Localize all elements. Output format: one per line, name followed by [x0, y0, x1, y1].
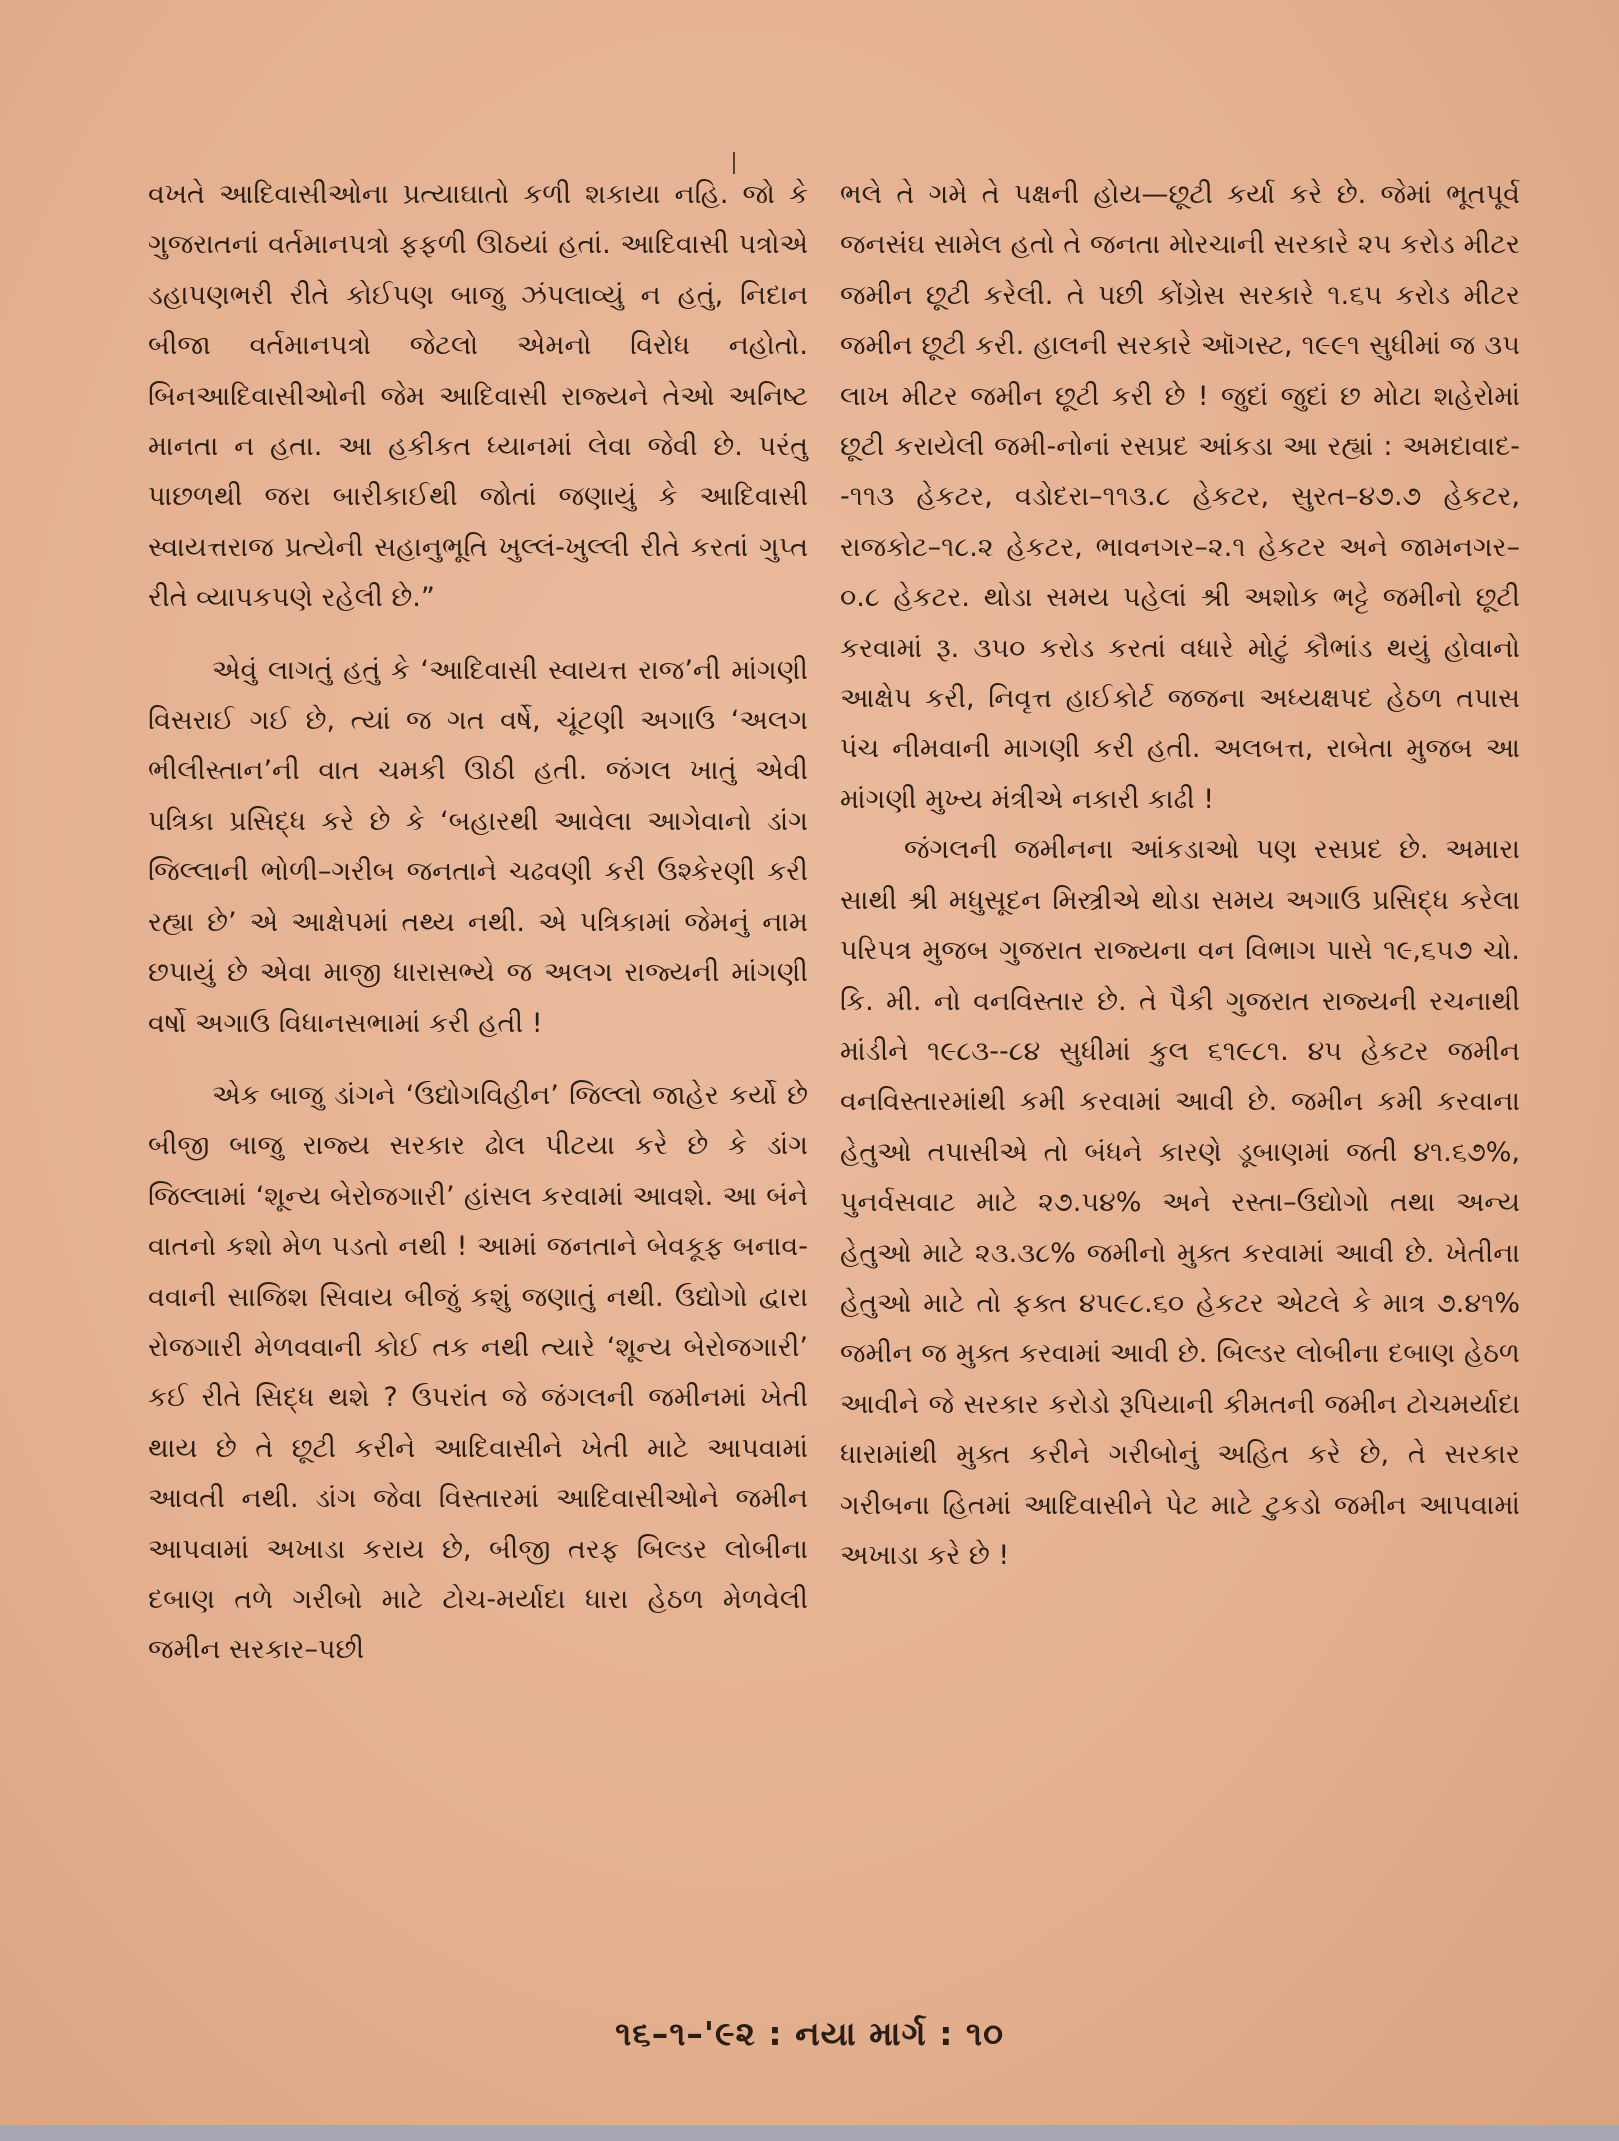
- paragraph: વખતે આદિવાસીઓના પ્રત્યાઘાતો કળી શકાયા નહિ. જો કે ગુજરાતનાં વર્તમાનપત્રો ફફળી ઊઠયાં હતાં. આદિવાસી પત્રોએ ડહાપણભરી રીતે કોઈપણ બાજુ ઝંપલાવ્યું ન હતું, નિદાન બીજા વર્તમાનપત્રો જેટલો એમનો વિરોધ નહોતો. બિનઆદિવાસીઓની જેમ આદિવાસી રાજ્યને તેઓ અનિષ્ટ માનતા ન હતા. આ હકીકત ધ્યાનમાં લેવા જેવી છે. પરંતુ પાછળથી જરા બારીકાઈથી જોતાં જણાયું કે આદિવાસી સ્વાયત્તરાજ પ્રત્યેની સહાનુભૂતિ ખુલ્લં-ખુલ્લી રીતે કરતાં ગુપ્ત રીતે વ્યાપકપણે રહેલી છે.”: [148, 179, 808, 614]
- paragraph: એક બાજુ ડાંગને ‘ઉદ્યોગવિહીન’ જિલ્લો જાહેર કર્યો છે બીજી બાજુ રાજ્ય સરકાર ઢોલ પીટયા કરે છે કે ડાંગ જિલ્લામાં ‘શૂન્ય બેરોજગારી’ હાંસલ કરવામાં આવશે. આ બંને વાતનો કશો મેળ પડતો નથી ! આમાં જનતાને બેવકૂફ બનાવ-વવાની સાજિશ સિવાય બીજું કશું જણાતું નથી. ઉદ્યોગો દ્વારા રોજગારી મેળવવાની કોઈ તક નથી ત્યારે ‘શૂન્ય બેરોજગારી’ કઈ રીતે સિદ્ધ થશે ? ઉપરાંત જે જંગલની જમીનમાં ખેતી થાય છે તે છૂટી કરીને આદિવાસીને ખેતી માટે આપવામાં આવતી નથી. ડાંગ જેવા વિસ્તારમાં આદિવાસીઓને જમીન આપવામાં અખાડા કરાય છે, બીજી તરફ બિલ્ડર લોબીના દબાણ તળે ગરીબો માટે ટોચ-મર્યાદા ધારા હેઠળ મેળવેલી જમીન સરકાર–પછી: [148, 1079, 808, 1666]
- paragraph: જંગલની જમીનના આંકડાઓ પણ રસપ્રદ છે. અમારા સાથી શ્રી મધુસૂદન મિસ્ત્રીએ થોડા સમય અગાઉ પ્રસિદ્ધ કરેલા પરિપત્ર મુજબ ગુજરાત રાજ્યના વન વિભાગ પાસે ૧૯,૬૫૭ ચો. કિ. મી. નો વનવિસ્તાર છે. તે પૈકી ગુજરાત રાજ્યની રચનાથી માંડીને ૧૯૮૩--૮૪ સુધીમાં કુલ ૬૧૯૮૧. ૪૫ હેકટર જમીન વનવિસ્તારમાંથી કમી કરવામાં આવી છે. જમીન કમી કરવાના હેતુઓ તપાસીએ તો બંધને કારણે ડૂબાણમાં જતી ૪૧.૬૭%, પુનર્વસવાટ માટે ૨૭.૫૪% અને રસ્તા–ઉદ્યોગો તથા અન્ય હેતુઓ માટે ૨૩.૩૮% જમીનો મુક્ત કરવામાં આવી છે. ખેતીના હેતુઓ માટે તો ફક્ત ૪૫૯૮.૬૦ હેકટર એટલે કે માત્ર ૭.૪૧% જમીન જ મુક્ત કરવામાં આવી છે. બિલ્ડર લોબીના દબાણ હેઠળ આવીને જે સરકાર કરોડો રૂપિયાની કીમતની જમીન ટોચમર્યાદા ધારામાંથી મુક્ત કરીને ગરીબોનું અહિત કરે છે, તે સરકાર ગરીબના હિતમાં આદિવાસીને પેટ માટે ટુકડો જમીન આપવામાં અખાડા કરે છે !: [840, 834, 1520, 1571]
- paragraph: એવું લાગતું હતું કે ‘આદિવાસી સ્વાયત્ત રાજ’ની માંગણી વિસરાઈ ગઈ છે, ત્યાં જ ગત વર્ષે, ચૂંટણી અગાઉ ‘અલગ ભીલીસ્તાન’ની વાત ચમકી ઊઠી હતી. જંગલ ખાતું એવી પત્રિકા પ્રસિદ્ધ કરે છે કે ‘બહારથી આવેલા આગેવાનો ડાંગ જિલ્લાની ભોળી–ગરીબ જનતાને ચઢવણી કરી ઉશ્કેરણી કરી રહ્યા છે’ એ આક્ષેપમાં તથ્ય નથી. એ પત્રિકામાં જેમનું નામ છપાયું છે એવા માજી ધારાસભ્યે જ અલગ રાજ્યની માંગણી વર્ષો અગાઉ વિધાનસભામાં કરી હતી !: [148, 654, 808, 1039]
- paragraph: ભલે તે ગમે તે પક્ષની હોય—છૂટી કર્યા કરે છે. જેમાં ભૂતપૂર્વ જનસંઘ સામેલ હતો તે જનતા મોરચાની સરકારે ૨૫ કરોડ મીટર જમીન છૂટી કરેલી. તે પછી કોંગ્રેસ સરકારે ૧.૬૫ કરોડ મીટર જમીન છૂટી કરી. હાલની સરકારે ઑગસ્ટ, ૧૯૯૧ સુધીમાં જ ૩૫ લાખ મીટર જમીન છૂટી કરી છે ! જુદાં જુદાં છ મોટા શહેરોમાં છૂટી કરાયેલી જમી-નોનાં રસપ્રદ આંકડા આ રહ્યાં : અમદાવાદ--૧૧૩ હેકટર, વડોદરા–૧૧૩.૮ હેકટર, સુરત–૪૭.૭ હેકટર, રાજકોટ–૧૮.૨ હેકટર, ભાવનગર–૨.૧ હેકટર અને જામનગર–૦.૮ હેકટર. થોડા સમય પહેલાં શ્રી અશોક ભટ્ટે જમીનો છૂટી કરવામાં રૂ. ૩૫૦ કરોડ કરતાં વધારે મોટું કૌભાંડ થયું હોવાનો આક્ષેપ કરી, નિવૃત્ત હાઈકોર્ટ જજના અધ્યક્ષપદ હેઠળ તપાસ પંચ નીમવાની માગણી કરી હતી. અલબત્ત, રાબેતા મુજબ આ માંગણી મુખ્ય મંત્રીએ નકારી કાઢી !: [840, 179, 1520, 815]
- scan-edge: [0, 2125, 1619, 2141]
- right-column: [840, 170, 1520, 1581]
- left-column: [148, 170, 808, 1676]
- page-footer: ૧૬–૧–'૯૨ : નયા માર્ગ : ૧૦: [615, 2014, 1004, 2053]
